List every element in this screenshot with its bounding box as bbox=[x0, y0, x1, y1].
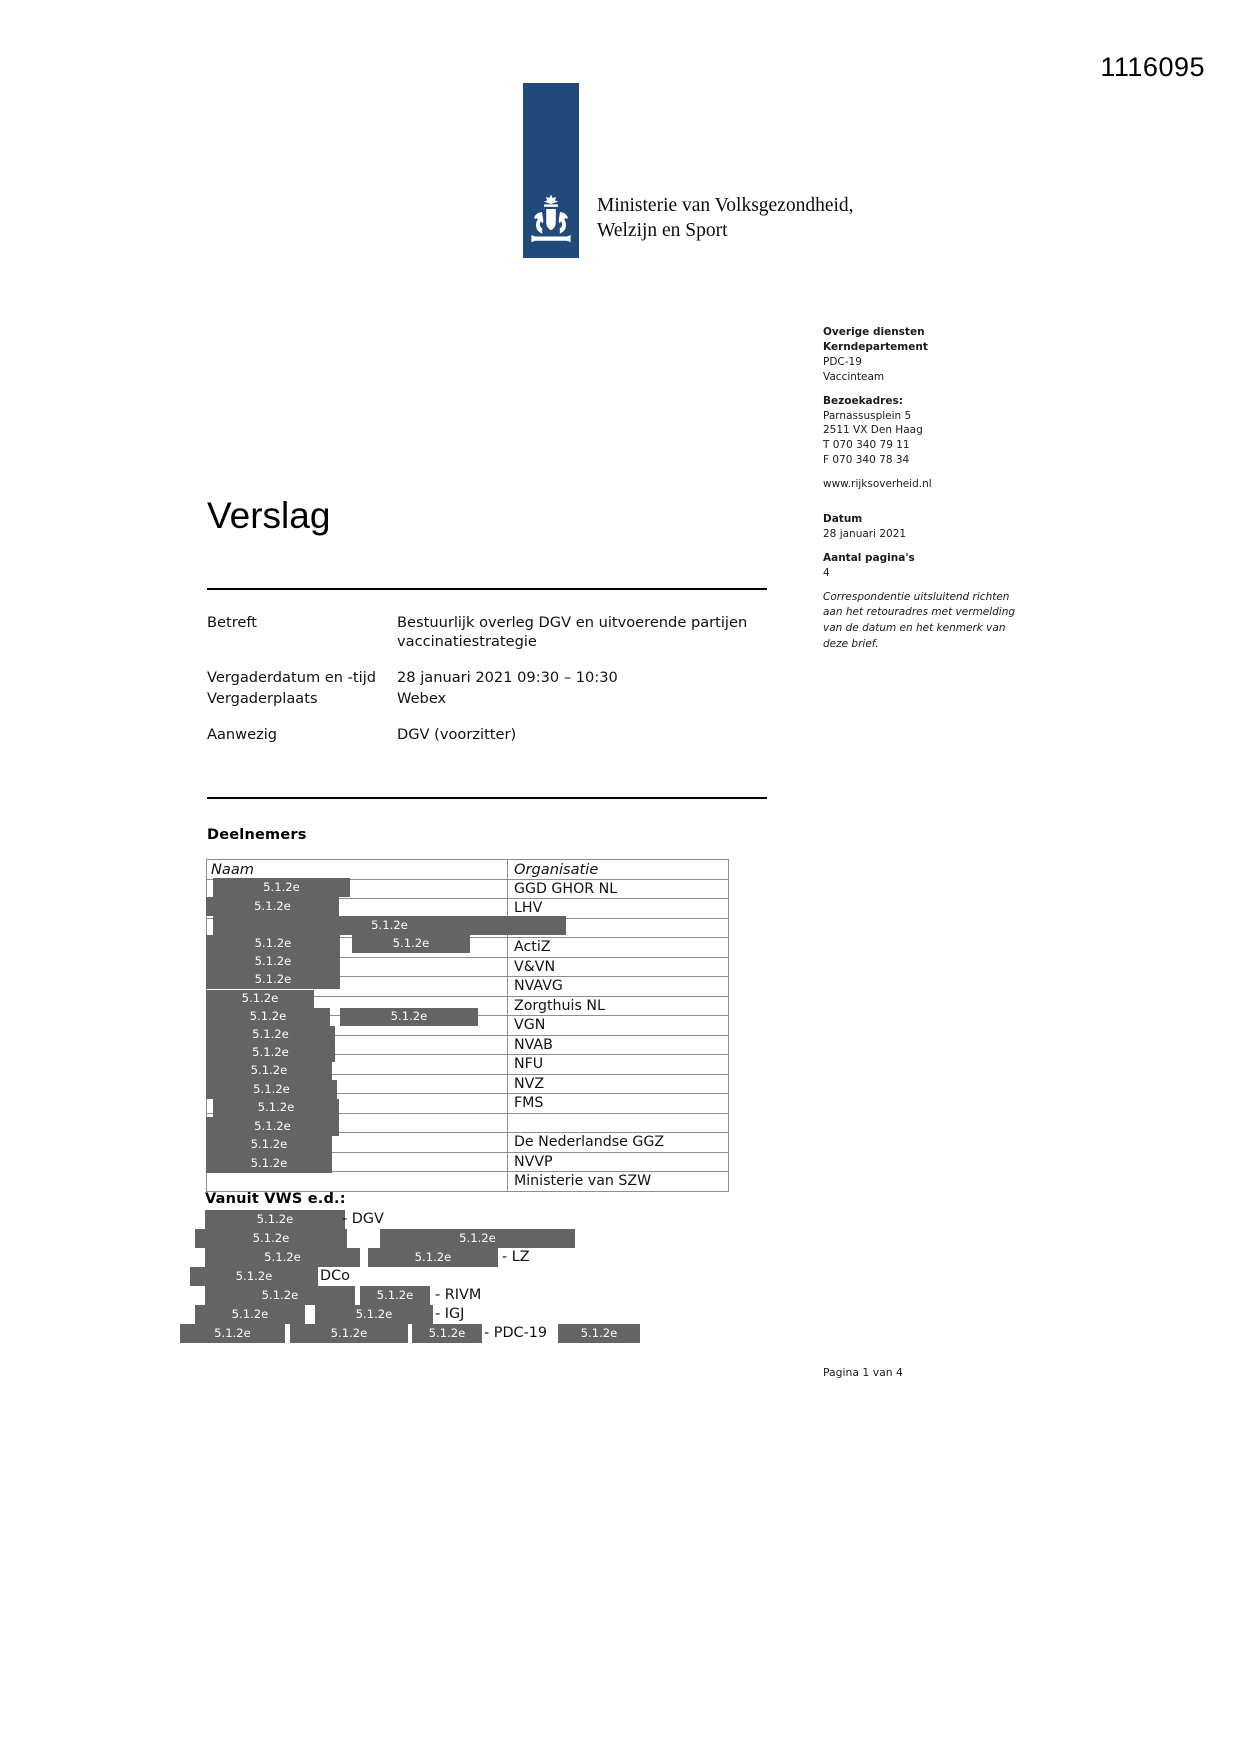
divider-top bbox=[207, 588, 767, 590]
sidebar-fax: F 070 340 78 34 bbox=[823, 454, 910, 467]
redaction-box: 5.1.2e bbox=[195, 1229, 347, 1248]
cell-organisatie bbox=[508, 1113, 729, 1133]
vws-participants-block bbox=[190, 1208, 660, 1341]
redaction-box: 5.1.2e bbox=[340, 1008, 478, 1026]
sidebar-dienst-group bbox=[823, 325, 1028, 385]
meta-label-betreft: Betreft bbox=[207, 614, 257, 631]
sidebar-spacer-3 bbox=[823, 503, 1028, 512]
cell-organisatie: GGD GHOR NL bbox=[508, 879, 729, 899]
redaction-box: 5.1.2e bbox=[206, 971, 340, 989]
meta-row-vergaderplaats bbox=[207, 689, 807, 708]
redaction-box: 5.1.2e bbox=[206, 953, 340, 971]
redaction-box: 5.1.2e bbox=[206, 1080, 337, 1099]
sidebar-datum-value: 28 januari 2021 bbox=[823, 527, 907, 540]
table-header-row bbox=[207, 860, 729, 880]
sidebar-contact-block bbox=[823, 325, 1028, 653]
sidebar-datum-group bbox=[823, 512, 1028, 542]
vws-label-dco: DCo bbox=[320, 1268, 350, 1284]
dutch-coat-of-arms-icon bbox=[528, 192, 574, 248]
redaction-box: 5.1.2e bbox=[360, 1286, 430, 1305]
sidebar-spacer-2 bbox=[823, 468, 1028, 477]
redaction-box: 5.1.2e bbox=[206, 1062, 332, 1080]
meta-value-vergaderplaats: Webex bbox=[397, 690, 447, 708]
deelnemers-heading: Deelnemers bbox=[207, 827, 307, 843]
meta-value-aanwezig: DGV (voorzitter) bbox=[397, 725, 517, 743]
cell-organisatie: NVAVG bbox=[508, 977, 729, 997]
cell-organisatie: De Nederlandse GGZ bbox=[508, 1133, 729, 1153]
redaction-box: 5.1.2e bbox=[352, 935, 470, 953]
sidebar-dienst-line1: PDC-19 bbox=[823, 355, 862, 368]
redaction-box: 5.1.2e bbox=[205, 1286, 355, 1305]
redaction-box: 5.1.2e bbox=[558, 1324, 640, 1343]
redaction-box: 5.1.2e bbox=[206, 1154, 332, 1173]
redaction-box: 5.1.2e bbox=[205, 1210, 345, 1229]
sidebar-correspondence-note: Correspondentie uitsluitend richten aan het retouradres met vermelding van de datum en het kenmerk van deze brief. bbox=[823, 590, 1016, 650]
sidebar-spacer-4 bbox=[823, 542, 1028, 551]
cell-naam bbox=[207, 1172, 508, 1192]
sidebar-dienst-heading2: Kerndepartement bbox=[823, 340, 928, 353]
redaction-box: 5.1.2e bbox=[206, 1136, 332, 1154]
document-number: 1116095 bbox=[1100, 52, 1205, 82]
vws-label-lz: - LZ bbox=[502, 1249, 530, 1265]
redaction-box: 5.1.2e bbox=[315, 1305, 433, 1324]
footer-page-number: Pagina 1 van 4 bbox=[823, 1366, 903, 1379]
redaction-box: 5.1.2e bbox=[206, 897, 339, 916]
ministry-name bbox=[597, 193, 854, 258]
sidebar-address-group bbox=[823, 394, 1028, 469]
sidebar-datum-heading: Datum bbox=[823, 513, 863, 526]
vws-label-rivm: - RIVM bbox=[435, 1287, 482, 1303]
redaction-box: 5.1.2e bbox=[195, 1305, 305, 1324]
cell-organisatie: NVZ bbox=[508, 1074, 729, 1094]
page-title: Verslag bbox=[207, 495, 331, 536]
ministry-logo bbox=[523, 83, 854, 258]
sidebar-address-line1: Parnassusplein 5 bbox=[823, 409, 912, 422]
cell-organisatie: LHV bbox=[508, 899, 729, 919]
meta-row-aanwezig bbox=[207, 725, 807, 744]
ministry-name-line2: Welzijn en Sport bbox=[597, 220, 728, 242]
sidebar-address-line2: 2511 VX Den Haag bbox=[823, 424, 923, 437]
meta-label-vergaderdatum: Vergaderdatum en -tijd bbox=[207, 668, 377, 686]
meta-value-betreft: Bestuurlijk overleg DGV en uitvoerende partijen vaccinatiestrategie bbox=[397, 614, 748, 651]
vws-label-pdc19: - PDC-19 bbox=[484, 1325, 548, 1341]
redaction-box: 5.1.2e bbox=[380, 1229, 575, 1248]
meta-label-aanwezig: Aanwezig bbox=[207, 725, 278, 743]
meta-row-betreft bbox=[207, 613, 807, 652]
redaction-box: 5.1.2e bbox=[368, 1248, 498, 1267]
redaction-box: 5.1.2e bbox=[213, 1099, 339, 1117]
redaction-box: 5.1.2e bbox=[412, 1324, 482, 1343]
meta-label-vergaderplaats: Vergaderplaats bbox=[207, 690, 318, 708]
divider-bottom bbox=[207, 797, 767, 799]
redaction-box: 5.1.2e bbox=[206, 1044, 335, 1062]
redaction-box: 5.1.2e bbox=[206, 990, 314, 1008]
redaction-box: 5.1.2e bbox=[213, 878, 350, 897]
meta-row-vergaderdatum bbox=[207, 668, 807, 687]
redaction-box: 5.1.2e bbox=[206, 935, 340, 953]
redaction-box: 5.1.2e bbox=[205, 1248, 360, 1267]
sidebar-website-link[interactable]: www.rijksoverheid.nl bbox=[823, 478, 932, 491]
redaction-box: 5.1.2e bbox=[206, 1008, 330, 1026]
redaction-box: 5.1.2e bbox=[213, 916, 566, 935]
sidebar-pagina-heading: Aantal pagina's bbox=[823, 551, 915, 564]
column-header-organisatie: Organisatie bbox=[508, 860, 729, 880]
cell-organisatie: NVVP bbox=[508, 1152, 729, 1172]
cell-organisatie: NVAB bbox=[508, 1035, 729, 1055]
sidebar-pagina-group bbox=[823, 551, 1028, 581]
cell-organisatie: FMS bbox=[508, 1094, 729, 1114]
redaction-box: 5.1.2e bbox=[206, 1026, 335, 1044]
sidebar-spacer-1 bbox=[823, 385, 1028, 394]
redaction-box: 5.1.2e bbox=[290, 1324, 408, 1343]
redaction-box: 5.1.2e bbox=[190, 1267, 318, 1286]
cell-organisatie: Ministerie van SZW bbox=[508, 1172, 729, 1192]
sidebar-website-group[interactable] bbox=[823, 477, 1028, 492]
logo-blue-bar bbox=[523, 83, 579, 258]
vws-label-igj: - IGJ bbox=[435, 1306, 465, 1322]
ministry-name-line1: Ministerie van Volksgezondheid, bbox=[597, 194, 854, 216]
table-row bbox=[207, 1172, 729, 1192]
column-header-naam: Naam bbox=[207, 860, 508, 880]
sidebar-spacer-5 bbox=[823, 581, 1028, 590]
cell-organisatie: V&VN bbox=[508, 957, 729, 977]
sidebar-dienst-heading1: Overige diensten bbox=[823, 326, 925, 338]
redaction-box: 5.1.2e bbox=[206, 1117, 339, 1136]
vws-heading: Vanuit VWS e.d.: bbox=[205, 1191, 346, 1207]
meeting-metadata bbox=[207, 613, 807, 751]
redaction-box: 5.1.2e bbox=[180, 1324, 285, 1343]
cell-organisatie: ActiZ bbox=[508, 938, 729, 958]
sidebar-address-heading: Bezoekadres: bbox=[823, 394, 903, 407]
sidebar-pagina-value: 4 bbox=[823, 566, 830, 579]
sidebar-phone: T 070 340 79 11 bbox=[823, 439, 910, 452]
cell-organisatie: VGN bbox=[508, 1016, 729, 1036]
vws-label-dgv: - DGV bbox=[342, 1211, 384, 1227]
cell-organisatie: NFU bbox=[508, 1055, 729, 1075]
meta-value-vergaderdatum: 28 januari 2021 09:30 – 10:30 bbox=[397, 668, 618, 686]
sidebar-dienst-line2: Vaccinteam bbox=[823, 370, 885, 383]
cell-organisatie: Zorgthuis NL bbox=[508, 996, 729, 1016]
